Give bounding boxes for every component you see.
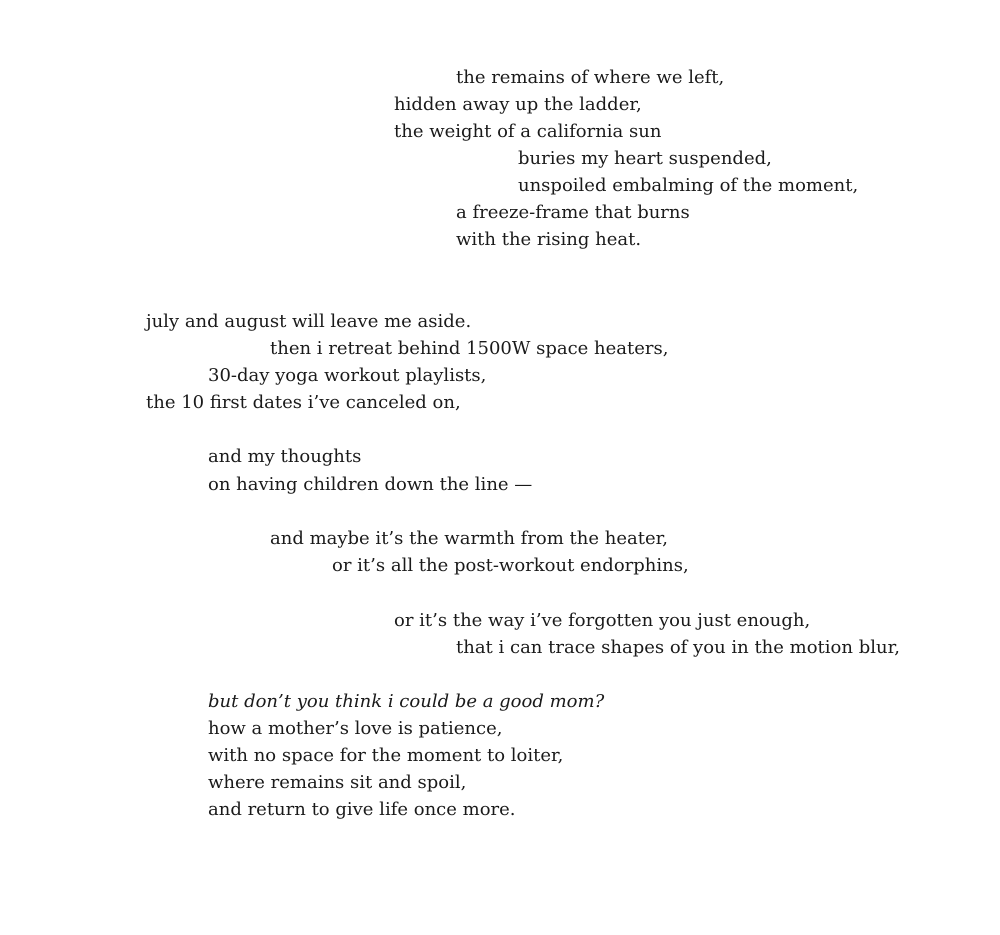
- poem-line: a freeze-frame that burns: [456, 202, 690, 223]
- poem-line: july and august will leave me aside.: [146, 311, 472, 332]
- poem-line: with the rising heat.: [456, 229, 642, 250]
- poem-line: hidden away up the ladder,: [394, 94, 642, 115]
- poem-line: unspoiled embalming of the moment,: [518, 175, 859, 196]
- poem-line: and return to give life once more.: [208, 799, 516, 820]
- poem-line-italic: but don’t you think i could be a good mom?: [208, 691, 605, 712]
- poem-line: the remains of where we left,: [456, 67, 725, 88]
- poem-line: with no space for the moment to loiter,: [208, 745, 564, 766]
- poem-line: or it’s the way i’ve forgotten you just enough,: [394, 610, 811, 631]
- poem-line: buries my heart suspended,: [518, 148, 772, 169]
- poem-line: how a mother’s love is patience,: [208, 718, 503, 739]
- poem-line: and my thoughts: [208, 446, 362, 467]
- poem-line: 30-day yoga workout playlists,: [208, 365, 487, 386]
- poem-line: that i can trace shapes of you in the motion blur,: [456, 637, 900, 658]
- poem-line: then i retreat behind 1500W space heaters,: [270, 338, 669, 359]
- poem-line: the 10 first dates i’ve canceled on,: [146, 392, 461, 413]
- poem-line: or it’s all the post-workout endorphins,: [332, 555, 689, 576]
- poem-line: where remains sit and spoil,: [208, 772, 467, 793]
- poem-line: and maybe it’s the warmth from the heater,: [270, 528, 668, 549]
- poem-line: the weight of a california sun: [394, 121, 662, 142]
- poem-line: on having children down the line —: [208, 474, 533, 495]
